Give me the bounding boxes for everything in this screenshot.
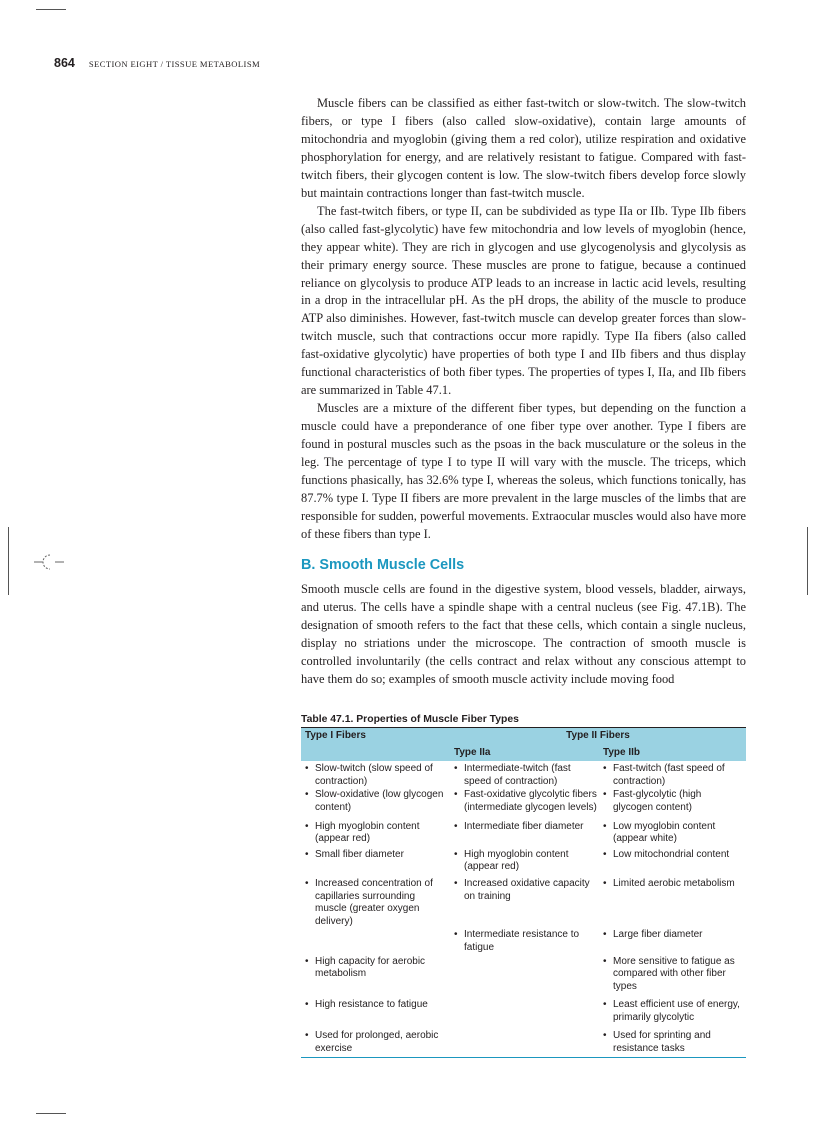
- bullet-icon: •: [305, 848, 309, 860]
- crop-mark-bottom: [36, 1113, 66, 1114]
- table-cell: [450, 878, 599, 929]
- bullet-text: More sensitive to fatigue as compared with other fiber types: [613, 955, 735, 992]
- bullet-item: [305, 999, 448, 1012]
- section-label: SECTION EIGHT / TISSUE METABOLISM: [88, 59, 261, 69]
- bullet-icon: •: [305, 820, 309, 832]
- bullet-text: Large fiber diameter: [613, 929, 703, 941]
- bullet-text: Low mitochondrial content: [613, 848, 730, 860]
- fiber-types-table: [301, 713, 746, 1058]
- bullet-text: Low myoglobin content (appear white): [613, 820, 716, 845]
- bullet-icon: •: [603, 820, 607, 832]
- paragraph-fiber-mixture: Muscles are a mixture of the different fiber types, but depending on the function a muscle could have a preponderance of one fiber type over another. Type I fibers are found in postural muscles such as the psoas in the back musculature or the soleus in the leg. The percentage of type I to type II will vary with the muscle. The triceps, which functions phasically, has 32.6% type I, whereas the soleus, which functions tonically, has 87.7% type I. Type II fibers are more prevalent in the large muscles of the limbs that are responsible for sudden, powerful movements. Extraocular muscles would also have more of these fibers than type I.: [301, 401, 746, 541]
- table-cell: [450, 761, 599, 789]
- bullet-text: High myoglobin content (appear red): [315, 820, 420, 845]
- table-cell: [301, 761, 450, 789]
- table-row: [301, 761, 746, 789]
- table-cell: [599, 1030, 746, 1055]
- crop-mark-right: [807, 527, 808, 595]
- table-cell: [450, 956, 599, 1000]
- table-cell: [301, 789, 450, 820]
- bullet-text: High capacity for aerobic metabolism: [315, 955, 426, 980]
- bullet-text: Slow-twitch (slow speed of contraction): [315, 763, 433, 787]
- table-cell: [599, 821, 746, 849]
- bullet-text: Fast-glycolytic (high glycogen content): [613, 789, 702, 813]
- bullet-item: [454, 878, 597, 903]
- bullet-icon: •: [305, 999, 309, 1011]
- bullet-item: [305, 763, 448, 788]
- bullet-text: Used for prolonged, aerobic exercise: [315, 1030, 439, 1055]
- table-cell: [450, 789, 599, 820]
- header-type-1: Type I Fibers: [301, 728, 450, 745]
- bullet-item: [454, 849, 597, 874]
- table-row: [301, 956, 746, 1000]
- body-text: [301, 95, 746, 689]
- table-title: Table 47.1. Properties of Muscle Fiber Types: [301, 713, 746, 728]
- bullet-item: [603, 789, 744, 814]
- table-row: [301, 849, 746, 878]
- bullet-icon: •: [454, 848, 458, 860]
- table-cell: [301, 878, 450, 929]
- table-cell: [599, 878, 746, 929]
- bullet-text: Least efficient use of energy, primarily glycolytic: [613, 999, 740, 1023]
- header-type-2b: Type IIb: [599, 745, 746, 762]
- bullet-text: Intermediate resistance to fatigue: [464, 929, 580, 953]
- table-cell: [599, 849, 746, 878]
- table-cell: [301, 1030, 450, 1055]
- table-row: [301, 878, 746, 929]
- paragraph-fiber-classification: Muscle fibers can be classified as either fast-twitch or slow-twitch. The slow-twitch fibers, or type I fibers (also called slow-oxidative), contain large amounts of mitochondria and myoglobin (giving them a red color), utilize respiration and oxidative phosphorylation for energy, and are relatively resistant to fatigue. Compared with fast-twitch fibers, their glycogen content is low. The slow-twitch fibers develop force slowly but maintain contractions longer than fast-twitch muscle.: [301, 96, 746, 200]
- bullet-icon: •: [603, 999, 607, 1011]
- bullet-item: [305, 878, 448, 928]
- table-bottom-rule: [301, 1057, 746, 1058]
- registration-mark-icon: [28, 552, 68, 572]
- bullet-icon: •: [305, 877, 309, 889]
- table-cell: [599, 789, 746, 820]
- bullet-item: [305, 1030, 448, 1055]
- section-heading: B. Smooth Muscle Cells: [301, 556, 465, 573]
- table-cell: [301, 929, 450, 955]
- bullet-text: Fast-oxidative glycolytic fibers (intermediate glycogen levels): [464, 789, 597, 813]
- table-cell: [450, 929, 599, 955]
- table-cell: [599, 929, 746, 955]
- bullet-item: [305, 956, 448, 981]
- bullet-item: [603, 929, 744, 942]
- bullet-item: [305, 821, 448, 846]
- bullet-item: [454, 929, 597, 954]
- bullet-text: Intermediate fiber diameter: [464, 820, 584, 832]
- bullet-item: [305, 849, 448, 862]
- bullet-item: [454, 789, 597, 814]
- bullet-icon: •: [603, 763, 607, 775]
- bullet-icon: •: [305, 955, 309, 967]
- bullet-icon: •: [603, 955, 607, 967]
- table-row: [301, 1030, 746, 1055]
- bullet-text: Small fiber diameter: [315, 848, 404, 860]
- table-cell: [301, 999, 450, 1030]
- bullet-icon: •: [603, 848, 607, 860]
- bullet-icon: •: [454, 929, 458, 941]
- table-cell: [599, 999, 746, 1030]
- table-row: [301, 821, 746, 849]
- header-empty: [301, 745, 450, 762]
- bullet-icon: •: [454, 877, 458, 889]
- bullet-icon: •: [454, 789, 458, 801]
- bullet-icon: •: [454, 763, 458, 775]
- bullet-icon: •: [603, 929, 607, 941]
- bullet-item: [603, 956, 744, 994]
- header-type-2a: Type IIa: [450, 745, 599, 762]
- table-row: [301, 999, 746, 1030]
- bullet-item: [454, 821, 597, 834]
- bullet-text: Increased concentration of capillaries surrounding muscle (greater oxygen delivery): [315, 877, 433, 927]
- table-cell: [450, 999, 599, 1030]
- bullet-icon: •: [305, 1030, 309, 1042]
- table-cell: [301, 821, 450, 849]
- bullet-text: High resistance to fatigue: [315, 999, 428, 1011]
- table-cell: [599, 956, 746, 1000]
- table-row: [301, 929, 746, 955]
- bullet-item: [305, 789, 448, 814]
- bullet-text: Fast-twitch (fast speed of contraction): [613, 763, 725, 787]
- bullet-icon: •: [603, 1030, 607, 1042]
- page-number: 864: [54, 56, 75, 70]
- table-body: [301, 761, 746, 1055]
- crop-mark-top: [36, 9, 66, 10]
- table-cell: [450, 849, 599, 878]
- table-cell: [599, 761, 746, 789]
- bullet-item: [454, 763, 597, 788]
- table-cell: [450, 821, 599, 849]
- bullet-text: Limited aerobic metabolism: [613, 877, 735, 889]
- bullet-icon: •: [454, 820, 458, 832]
- table-cell: [450, 1030, 599, 1055]
- bullet-item: [603, 763, 744, 788]
- bullet-text: High myoglobin content (appear red): [464, 848, 569, 873]
- header-type-2: Type II Fibers: [450, 728, 746, 745]
- bullet-item: [603, 878, 744, 891]
- bullet-text: Used for sprinting and resistance tasks: [613, 1030, 711, 1055]
- table-cell: [301, 849, 450, 878]
- bullet-icon: •: [305, 789, 309, 801]
- bullet-item: [603, 849, 744, 862]
- bullet-icon: •: [305, 763, 309, 775]
- bullet-text: Slow-oxidative (low glycogen content): [315, 789, 444, 813]
- bullet-text: Intermediate-twitch (fast speed of contraction): [464, 763, 571, 787]
- table-row: [301, 789, 746, 820]
- bullet-item: [603, 1030, 744, 1055]
- crop-mark-left: [8, 527, 9, 595]
- bullet-text: Increased oxidative capacity on training: [464, 877, 590, 902]
- bullet-item: [603, 821, 744, 846]
- paragraph-smooth-muscle: Smooth muscle cells are found in the digestive system, blood vessels, bladder, airways, and uterus. The cells have a spindle shape with a central nucleus (see Fig. 47.1B). The designation of smooth refers to the fact that these cells, which contain a single nucleus, display no striations under the microscope. The contraction of smooth muscle is controlled involuntarily (the cells contract and relax without any conscious attempt to have them do so; examples of smooth muscle activity include moving food: [301, 581, 746, 686]
- bullet-item: [603, 999, 744, 1024]
- running-head: [54, 56, 260, 70]
- table-cell: [301, 956, 450, 1000]
- bullet-icon: •: [603, 789, 607, 801]
- paragraph-fast-twitch: The fast-twitch fibers, or type II, can be subdivided as type IIa or IIb. Type IIb fibers (also called fast-glycolytic) have few mitochondria and low levels of myoglobin (hence, they appear white). They are rich in glycogen and use glycogenolysis and glycolysis as their primary energy source. These muscles are prone to fatigue, because a continued reliance on glycolysis to produce ATP leads to an increase in lactic acid levels, resulting in a drop in the intracellular pH. As the pH drops, the ability of the muscle to produce ATP also diminishes. However, fast-twitch muscle can develop greater forces than slow-twitch muscle, such that contractions occur more rapidly. Type IIa fibers (also called fast-oxidative glycolytic) have properties of both type I and IIb fibers and thus display functional characteristics of both fiber types. The properties of types I, IIa, and IIb fibers are summarized in Table 47.1.: [301, 203, 746, 398]
- table-grid: [301, 728, 746, 1056]
- bullet-icon: •: [603, 877, 607, 889]
